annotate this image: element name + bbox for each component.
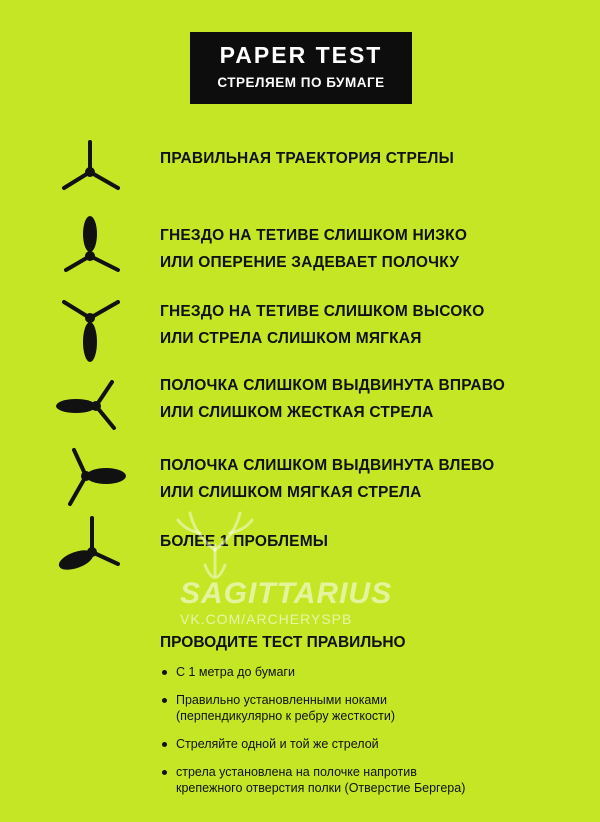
row-label-line: БОЛЕЕ 1 ПРОБЛЕМЫ bbox=[160, 533, 329, 550]
list-item bbox=[162, 764, 465, 796]
row-label-line: ПОЛОЧКА СЛИШКОМ ВЫДВИНУТА ВЛЕВО bbox=[160, 457, 495, 474]
tip-line: крепежного отверстия полки (Отверстие Бергера) bbox=[176, 781, 466, 795]
watermark-url: VK.COM/ARCHERYSPB bbox=[180, 611, 353, 627]
list-item bbox=[162, 736, 465, 752]
three-vane-tear-diagonal-icon bbox=[52, 512, 128, 588]
title-banner bbox=[190, 32, 412, 104]
watermark bbox=[150, 505, 450, 625]
tips-list bbox=[162, 664, 465, 808]
three-vane-tear-down-icon bbox=[52, 296, 128, 372]
tip-line: Стреляйте одной и той же стрелой bbox=[176, 737, 379, 751]
section-title: ПРОВОДИТЕ ТЕСТ ПРАВИЛЬНО bbox=[160, 634, 406, 651]
page-title: PAPER TEST bbox=[219, 42, 383, 68]
row-label-line: ИЛИ СТРЕЛА СЛИШКОМ МЯГКАЯ bbox=[160, 330, 422, 347]
three-vane-tear-right-icon bbox=[52, 446, 128, 522]
row-label-line: ГНЕЗДО НА ТЕТИВЕ СЛИШКОМ ВЫСОКО bbox=[160, 303, 485, 320]
watermark-brand: SAGITTARIUS bbox=[180, 577, 393, 610]
row-label-line: ИЛИ СЛИШКОМ ЖЕСТКАЯ СТРЕЛА bbox=[160, 404, 434, 421]
tip-line: (перпендикулярно к ребру жесткости) bbox=[176, 709, 396, 723]
three-vane-tear-up-icon bbox=[52, 214, 128, 290]
tip-line: С 1 метра до бумаги bbox=[176, 665, 295, 679]
list-item bbox=[162, 692, 465, 724]
list-item bbox=[162, 664, 465, 680]
row-label-line: ГНЕЗДО НА ТЕТИВЕ СЛИШКОМ НИЗКО bbox=[160, 227, 468, 244]
row-label-line: ПОЛОЧКА СЛИШКОМ ВЫДВИНУТА ВПРАВО bbox=[160, 377, 506, 394]
row-label-line: ИЛИ СЛИШКОМ МЯГКАЯ СТРЕЛА bbox=[160, 484, 422, 501]
row-label-line: ПРАВИЛЬНАЯ ТРАЕКТОРИЯ СТРЕЛЫ bbox=[160, 150, 454, 167]
page-subtitle: СТРЕЛЯЕМ ПО БУМАГЕ bbox=[217, 75, 385, 90]
tip-line: Правильно установленными ноками bbox=[176, 693, 387, 707]
three-vane-tear-left-icon bbox=[52, 372, 128, 448]
row-label-line: ИЛИ ОПЕРЕНИЕ ЗАДЕВАЕТ ПОЛОЧКУ bbox=[160, 254, 460, 271]
tip-line: стрела установлена на полочке напротив bbox=[176, 765, 417, 779]
three-vane-tear-centered-icon bbox=[52, 132, 128, 208]
